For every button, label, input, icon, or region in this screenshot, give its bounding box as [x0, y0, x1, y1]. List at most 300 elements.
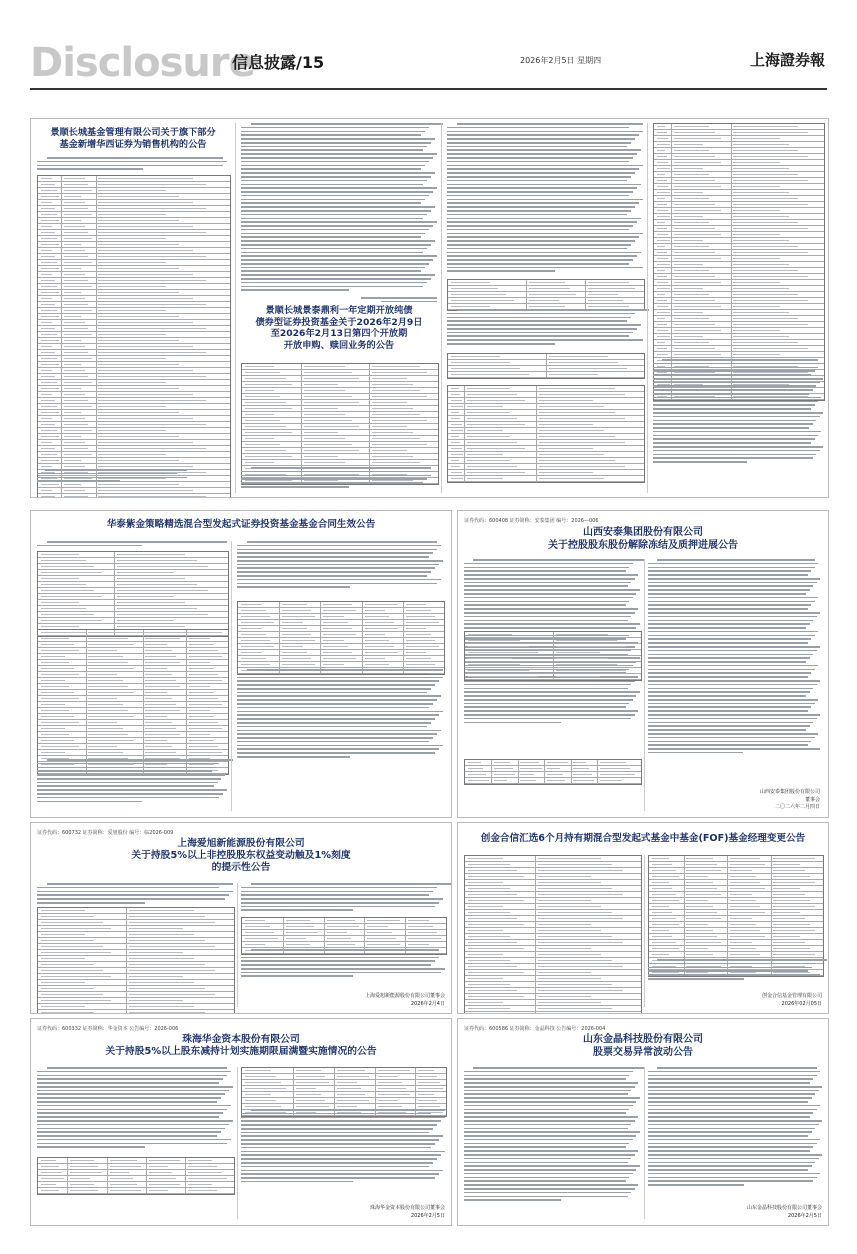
table-cell	[467, 466, 518, 468]
table-cell	[529, 282, 564, 284]
table-cell	[88, 740, 134, 742]
table-cell	[41, 262, 57, 264]
text-line	[648, 703, 815, 705]
text-line	[653, 382, 820, 384]
table-cell	[296, 1076, 325, 1078]
text-line	[464, 1196, 628, 1198]
table-cell	[41, 238, 57, 240]
text-line	[653, 385, 816, 387]
table-cell	[468, 670, 530, 672]
text-line	[237, 586, 350, 588]
table-cell	[588, 288, 635, 290]
text-line	[241, 221, 437, 223]
text-line	[241, 1154, 441, 1156]
text-line	[241, 161, 429, 163]
table-cell	[41, 1000, 112, 1002]
table-cell	[327, 926, 360, 928]
table-cell	[733, 270, 798, 272]
text-line	[464, 567, 629, 569]
table-cell	[117, 554, 185, 556]
table-cell	[657, 168, 671, 170]
text-line	[648, 642, 808, 644]
table-cell	[41, 424, 55, 426]
table-cell	[406, 664, 435, 666]
table-cell	[652, 864, 673, 866]
article-3-intro	[37, 541, 227, 549]
table-cell	[657, 282, 669, 284]
table-cell	[674, 204, 716, 206]
text-line	[37, 767, 216, 769]
table-cell	[337, 1106, 357, 1108]
table-cell	[117, 584, 197, 586]
table-cell	[657, 348, 667, 350]
table-cell	[245, 938, 278, 940]
signature-date: 2026年2月5日	[787, 1212, 822, 1219]
text-line	[653, 370, 815, 372]
text-line	[241, 902, 439, 904]
table-cell	[323, 664, 344, 666]
table-cell	[64, 346, 85, 348]
table-cell	[64, 322, 85, 324]
table-cell	[304, 384, 338, 386]
text-line	[237, 567, 435, 569]
text-line	[464, 563, 633, 565]
table-cell	[467, 472, 525, 474]
table-cell	[245, 432, 292, 434]
title-line: 创金合信汇选6个月持有期混合型发起式基金中基金(FOF)基金经理变更公告	[480, 833, 806, 844]
table-cell	[365, 652, 398, 654]
text-line	[464, 684, 631, 686]
table-cell	[129, 910, 194, 912]
table-cell	[98, 448, 206, 450]
text-line	[241, 1181, 353, 1183]
table-cell	[41, 572, 102, 574]
text-line	[37, 894, 229, 896]
table-cell	[733, 168, 789, 170]
text-line	[648, 963, 815, 965]
table-cell	[468, 652, 538, 654]
table-cell	[657, 150, 666, 152]
text-line	[241, 1162, 433, 1164]
table-cell	[304, 420, 352, 422]
text-line	[464, 574, 638, 576]
table-cell	[408, 926, 432, 928]
table-cell	[652, 888, 673, 890]
table-cell	[98, 280, 206, 282]
table-cell	[129, 1012, 204, 1014]
table-cell	[468, 768, 484, 770]
text-line	[653, 412, 823, 414]
text-line	[37, 778, 221, 780]
table-cell	[98, 202, 192, 204]
text-line	[648, 601, 815, 603]
article-8-code-line: 证券代码：600586 证券简称：金晶科技 公告编号：2026-004	[464, 1026, 606, 1032]
article-3-title	[37, 519, 445, 531]
table-cell	[41, 370, 53, 372]
table-cell	[41, 704, 65, 706]
table-cell	[64, 196, 81, 198]
table-cell	[41, 1160, 56, 1162]
table-cell	[686, 954, 712, 956]
table-cell	[88, 746, 117, 748]
table-cell	[451, 374, 529, 376]
table-cell	[365, 640, 390, 642]
table-cell	[98, 268, 179, 270]
text-line	[241, 894, 429, 896]
table-cell	[70, 1190, 97, 1192]
table-cell	[733, 174, 798, 176]
table-cell	[538, 942, 622, 944]
table-cell	[98, 184, 206, 186]
text-line	[37, 1146, 145, 1148]
table-cell	[41, 916, 94, 918]
text-line	[237, 718, 435, 720]
text-line	[241, 486, 349, 488]
text-line	[464, 718, 631, 720]
table-cell	[145, 656, 176, 658]
text-line	[473, 559, 645, 561]
text-line	[241, 218, 423, 220]
table-cell	[674, 192, 704, 194]
table-cell	[733, 186, 780, 188]
table-cell	[282, 634, 311, 636]
text-line	[237, 730, 441, 732]
text-line	[237, 714, 439, 716]
table-cell	[467, 406, 503, 408]
table-cell	[538, 954, 601, 956]
table-cell	[98, 460, 179, 462]
table-cell	[538, 948, 591, 950]
table-cell	[41, 922, 103, 924]
table-cell	[64, 370, 85, 372]
table-cell	[408, 938, 441, 940]
table-cell	[149, 1166, 169, 1168]
text-line	[464, 1188, 635, 1190]
text-line	[37, 1112, 223, 1114]
table-cell	[652, 882, 669, 884]
table-cell	[64, 232, 88, 234]
text-line	[648, 627, 806, 629]
table-cell	[41, 620, 102, 622]
table-cell	[686, 906, 712, 908]
table-cell	[657, 234, 669, 236]
table-cell	[88, 692, 134, 694]
table-cell	[674, 276, 716, 278]
table-cell	[41, 1012, 94, 1014]
table-cell	[538, 1014, 622, 1015]
table-cell	[538, 864, 612, 866]
text-line	[648, 1135, 808, 1137]
table-cell	[41, 680, 65, 682]
table-cell	[657, 288, 671, 290]
text-line	[648, 706, 811, 708]
table-cell	[372, 414, 420, 416]
table-cell	[674, 288, 704, 290]
table-cell	[652, 870, 676, 872]
text-line	[241, 149, 423, 151]
text-line	[241, 252, 423, 254]
table-cell	[451, 436, 459, 438]
table-cell	[41, 292, 59, 294]
text-line	[464, 1162, 628, 1164]
text-line	[464, 578, 635, 580]
text-line	[464, 585, 628, 587]
table-cell	[129, 916, 204, 918]
table-cell	[149, 1190, 169, 1192]
table-cell	[733, 264, 789, 266]
text-line	[464, 691, 640, 693]
table-cell	[41, 656, 65, 658]
table-cell	[304, 390, 345, 392]
text-line	[464, 1192, 631, 1194]
column-divider	[231, 541, 232, 811]
text-line	[241, 972, 441, 974]
title-line: 关于持股5%以上股东减持计划实施期限届满暨实施情况的公告	[105, 1046, 377, 1058]
text-line	[241, 909, 353, 911]
table-cell	[674, 252, 716, 254]
text-line	[447, 328, 637, 330]
title-line: 上海爱旭新能源股份有限公司	[177, 838, 305, 849]
table-cell	[674, 306, 722, 308]
table-cell	[245, 456, 292, 458]
text-line	[237, 575, 427, 577]
table-cell	[451, 454, 464, 456]
text-line	[241, 263, 429, 265]
table-cell	[41, 970, 103, 972]
text-line	[241, 1166, 429, 1168]
table-cell	[110, 1178, 134, 1180]
table-cell	[733, 138, 780, 140]
text-line	[464, 1075, 629, 1077]
table-cell	[189, 632, 222, 634]
text-line	[464, 695, 636, 697]
table-cell	[367, 938, 396, 940]
text-line	[447, 335, 629, 337]
table-cell	[468, 924, 524, 926]
table-cell	[468, 876, 524, 878]
text-line	[241, 289, 349, 291]
announcement-panel-aixu	[30, 822, 452, 1014]
article-4-code-line: 证券代码：600408 证券简称：安泰集团 编号：2026—006	[464, 518, 599, 524]
article-3-right-text	[237, 541, 443, 590]
table-cell	[245, 944, 265, 946]
table-cell	[129, 964, 204, 966]
masthead-logo: Disclosure	[30, 40, 255, 86]
table-cell	[365, 604, 398, 606]
text-line	[464, 608, 638, 610]
title-line: 景顺长城景泰鼎利一年定期开放纯债	[265, 305, 413, 316]
table-cell	[327, 932, 347, 934]
text-line	[447, 206, 635, 208]
table-cell	[323, 628, 352, 630]
text-line	[648, 661, 806, 663]
table-cell	[538, 930, 601, 932]
table-cell	[88, 728, 122, 730]
text-line	[648, 1112, 813, 1114]
table-cell	[245, 414, 274, 416]
text-line	[37, 477, 187, 479]
table-cell	[451, 430, 464, 432]
table-cell	[365, 664, 390, 666]
table-cell	[41, 958, 85, 960]
table-cell	[304, 408, 338, 410]
text-line	[648, 1154, 822, 1156]
text-line	[657, 559, 815, 561]
article-5-right-bottom-text	[241, 949, 445, 979]
table-cell	[657, 258, 669, 260]
article-3-subscription-table	[37, 629, 229, 775]
table-cell	[588, 300, 623, 302]
table-cell	[674, 150, 710, 152]
article-1-intro	[37, 157, 229, 172]
table-cell	[98, 364, 179, 366]
table-cell	[539, 460, 614, 462]
table-cell	[41, 454, 57, 456]
table-cell	[304, 432, 338, 434]
table-cell	[189, 638, 210, 640]
table-cell	[41, 722, 79, 724]
table-cell	[418, 1076, 436, 1078]
text-line	[648, 691, 810, 693]
table-cell	[41, 220, 59, 222]
table-cell	[337, 1094, 366, 1096]
table-cell	[117, 560, 197, 562]
table-cell	[538, 978, 601, 980]
text-line	[648, 737, 815, 739]
text-line	[37, 1109, 227, 1111]
table-cell	[372, 402, 406, 404]
table-cell	[64, 466, 85, 468]
table-cell	[733, 288, 789, 290]
article-1-continued-text	[241, 123, 437, 293]
text-line	[237, 711, 443, 713]
table-cell	[468, 984, 510, 986]
table-cell	[189, 656, 222, 658]
table-cell	[323, 610, 356, 612]
table-cell	[129, 922, 215, 924]
table-cell	[538, 900, 591, 902]
table-cell	[98, 232, 206, 234]
text-line	[648, 623, 810, 625]
table-cell	[657, 324, 667, 326]
text-line	[648, 970, 808, 972]
article-4-holding-table	[464, 759, 642, 785]
table-cell	[556, 646, 626, 648]
announcement-panel-huajin	[30, 1018, 452, 1226]
table-cell	[41, 590, 94, 592]
table-cell	[686, 948, 708, 950]
table-cell	[117, 626, 185, 628]
table-cell	[418, 1070, 433, 1072]
table-cell	[686, 924, 708, 926]
text-line	[241, 180, 427, 182]
table-cell	[282, 610, 311, 612]
table-cell	[674, 258, 722, 260]
text-line	[241, 274, 435, 276]
text-line	[447, 339, 643, 341]
table-cell	[189, 746, 218, 748]
text-line	[653, 367, 818, 369]
article-7-signature	[295, 1205, 445, 1220]
text-line	[237, 579, 441, 581]
text-line	[464, 589, 640, 591]
text-line	[464, 627, 636, 629]
table-cell	[520, 780, 536, 782]
table-cell	[539, 388, 614, 390]
table-cell	[245, 408, 292, 410]
table-cell	[88, 704, 122, 706]
text-line	[37, 763, 219, 765]
article-5-title	[37, 838, 445, 875]
table-cell	[686, 912, 716, 914]
table-cell	[88, 656, 122, 658]
table-cell	[539, 442, 625, 444]
table-cell	[733, 276, 808, 278]
text-line	[37, 1090, 229, 1092]
text-line	[237, 552, 433, 554]
table-cell	[145, 644, 167, 646]
table-cell	[686, 936, 716, 938]
table-cell	[539, 448, 593, 450]
text-line	[653, 420, 816, 422]
table-cell	[549, 374, 598, 376]
text-line	[37, 770, 212, 772]
text-line	[447, 255, 637, 257]
table-cell	[41, 406, 57, 408]
table-cell	[41, 1166, 59, 1168]
table-cell	[773, 930, 815, 932]
table-cell	[117, 614, 208, 616]
table-cell	[64, 262, 92, 264]
table-cell	[149, 1184, 180, 1186]
text-line	[662, 359, 818, 361]
text-line	[648, 1184, 744, 1186]
announcement-panel-jinjing	[457, 1018, 829, 1226]
text-line	[37, 1105, 231, 1107]
table-cell	[189, 680, 222, 682]
table-cell	[88, 698, 117, 700]
text-line	[241, 191, 433, 193]
text-line	[648, 744, 808, 746]
text-line	[237, 737, 433, 739]
table-cell	[304, 438, 345, 440]
table-cell	[145, 692, 167, 694]
text-line	[648, 1078, 813, 1080]
table-cell	[41, 400, 55, 402]
table-cell	[41, 608, 87, 610]
text-line	[464, 1131, 640, 1133]
table-cell	[41, 340, 59, 342]
table-cell	[41, 596, 102, 598]
article-2-body	[241, 467, 437, 490]
text-line	[447, 313, 635, 315]
text-line	[241, 270, 421, 272]
text-line	[37, 473, 177, 475]
text-line	[447, 172, 635, 174]
table-cell	[41, 1190, 59, 1192]
table-cell	[674, 168, 704, 170]
table-cell	[282, 646, 303, 648]
table-cell	[730, 930, 760, 932]
table-cell	[64, 178, 85, 180]
text-line	[648, 1090, 819, 1092]
table-cell	[408, 920, 428, 922]
text-line	[241, 1135, 443, 1137]
table-cell	[468, 936, 510, 938]
table-cell	[733, 228, 808, 230]
table-cell	[468, 960, 510, 962]
article-2-agency-table	[447, 385, 645, 483]
